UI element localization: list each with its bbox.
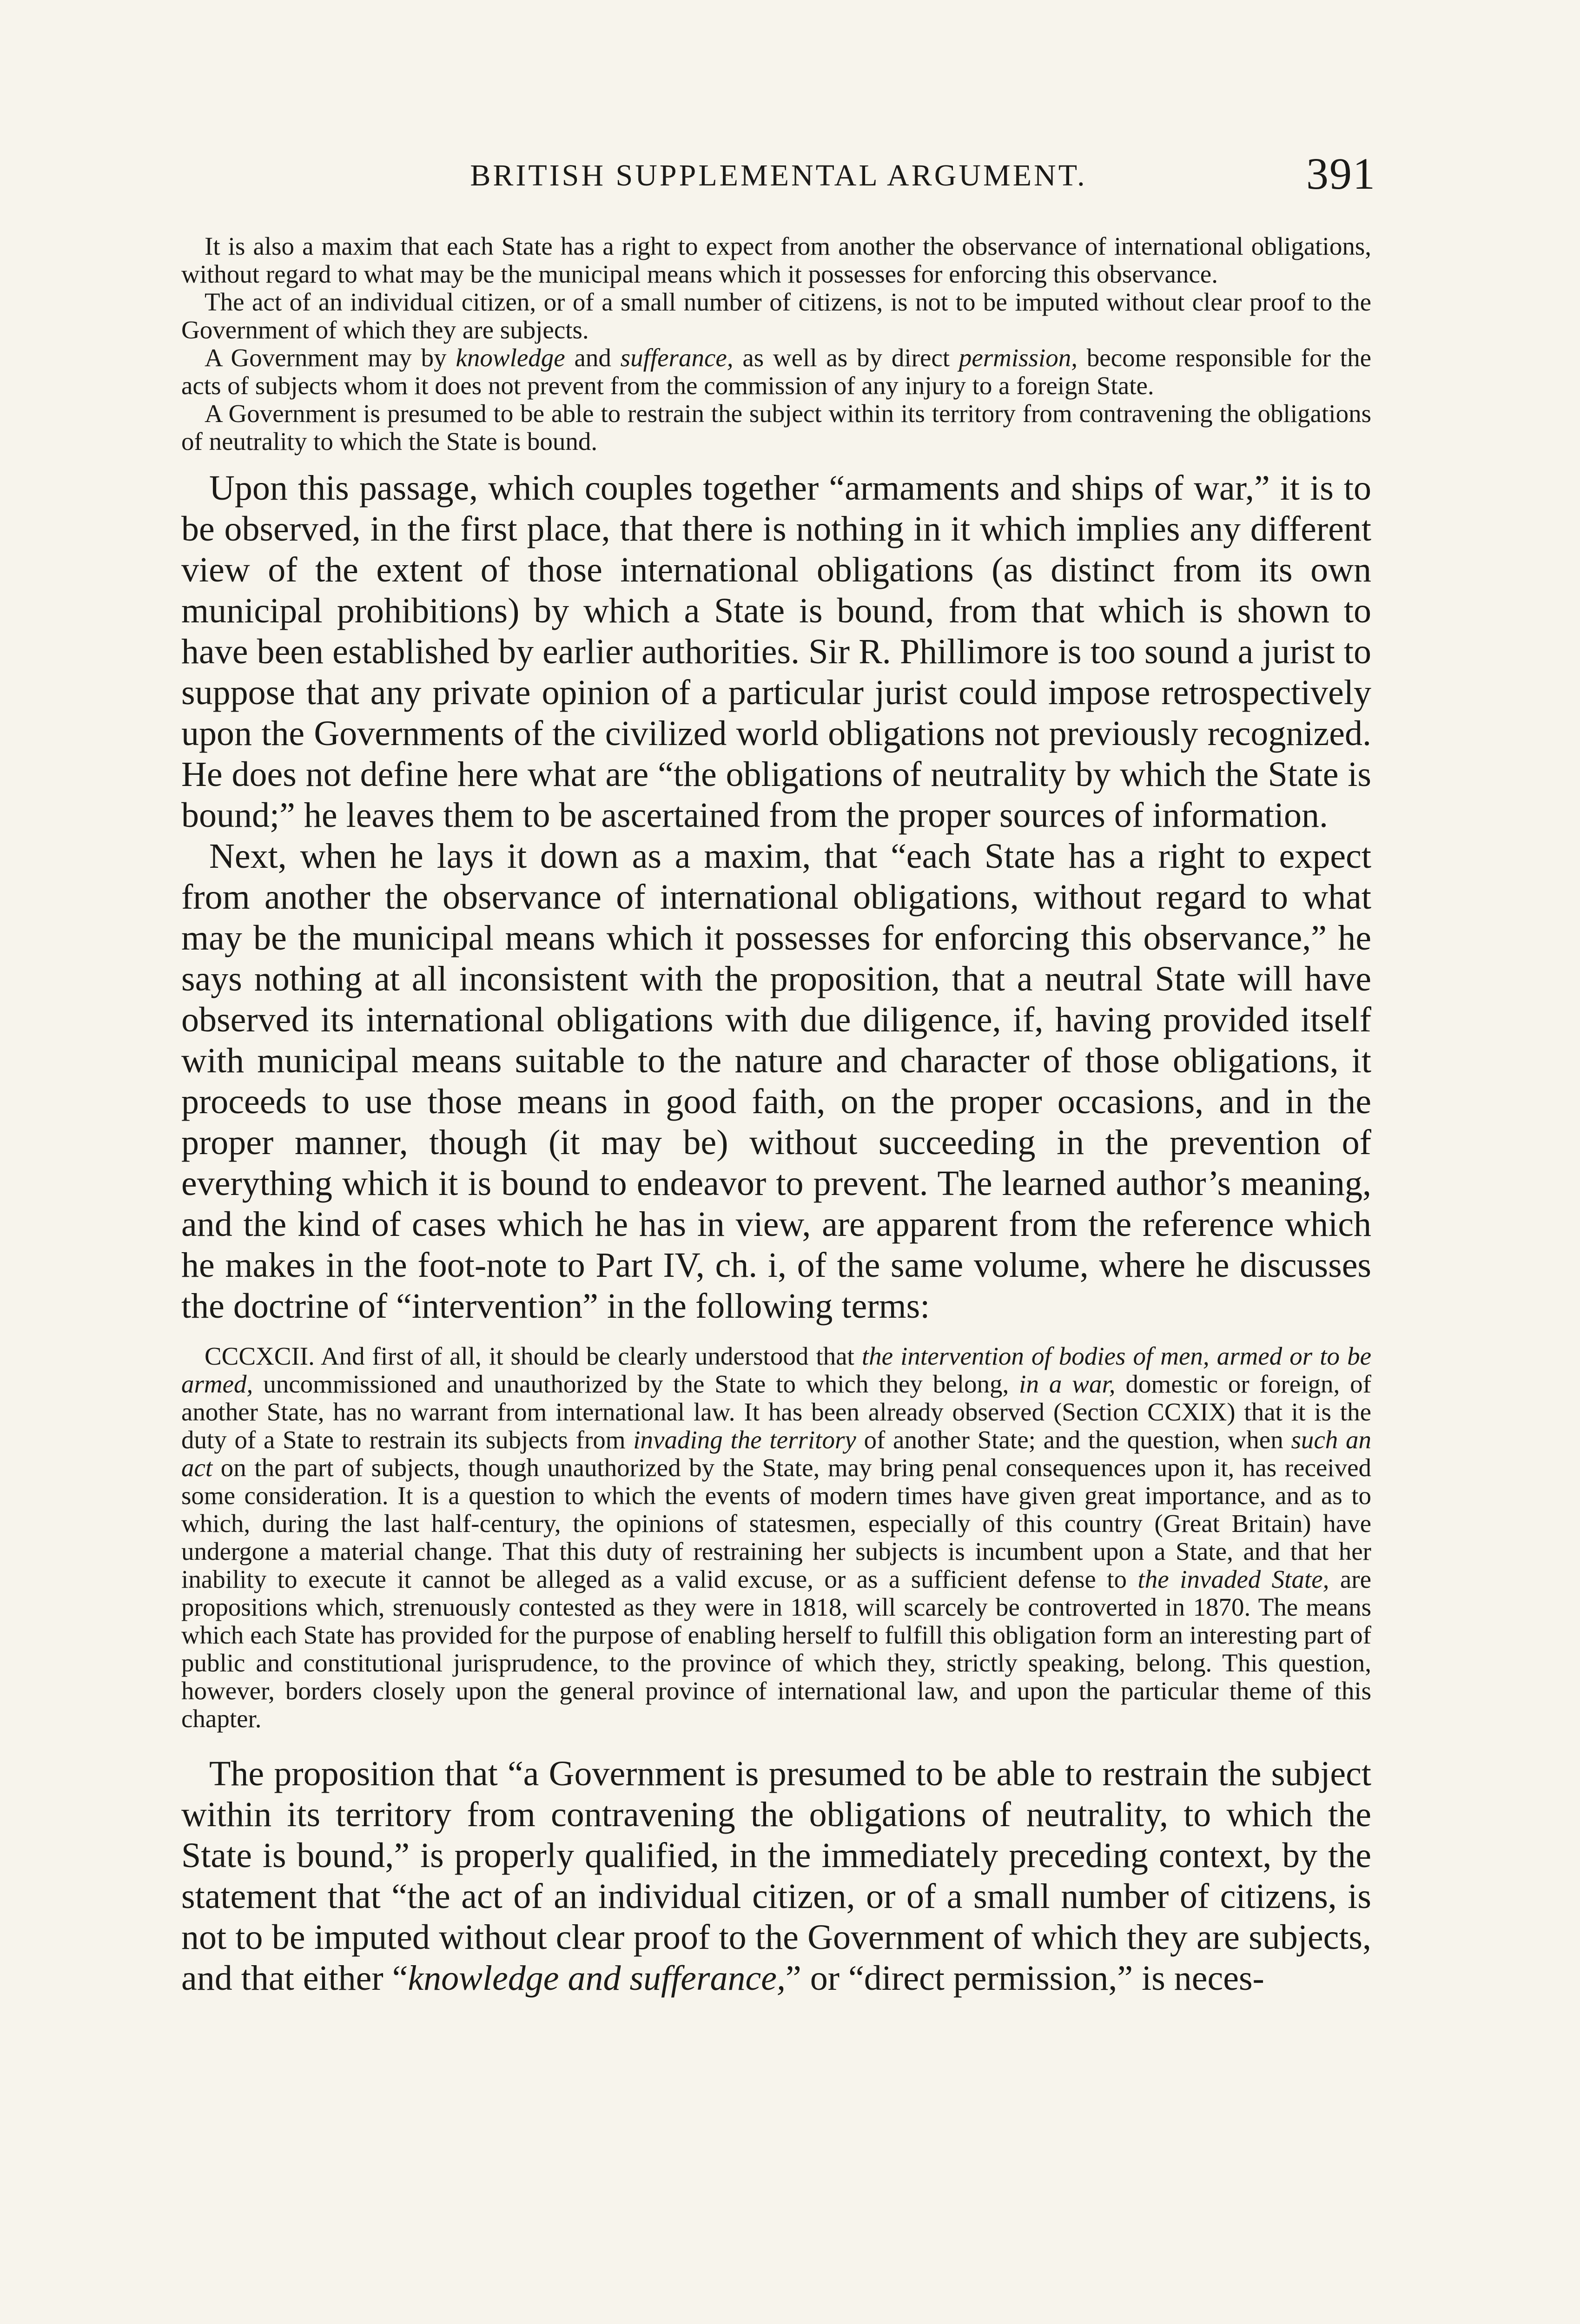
italic-text: knowledge xyxy=(456,343,565,372)
running-title: BRITISH SUPPLEMENTAL ARGUMENT. xyxy=(470,158,1087,192)
quoted-maxims xyxy=(181,232,1371,456)
maxim-paragraph: It is also a maxim that each State has a right to expect from another the observance of international obligations, without regard to what may be the municipal means which it possesses for enforcing this observance. xyxy=(181,232,1371,288)
italic-text: invading the territory xyxy=(633,1426,856,1454)
body-paragraph xyxy=(181,1753,1371,1999)
maxim-paragraph: A Government is presumed to be able to restrain the subject within its territory from contravening the obligations of neutrality to which the State is bound. xyxy=(181,399,1371,456)
text-run: The proposition that “a Government is presumed to be able to restrain the subject within its territory from contravening the obligations of neutrality, to which the State is bound,” is properly qualified, in the immediately preceding context, by the statement that “the act of an individual citizen, or of a small number of citizens, is not to be imputed without clear proof to the Government of which they are subjects, and that either “ xyxy=(181,1754,1371,1998)
quotation-paragraph xyxy=(181,1342,1371,1733)
italic-text: the intervention of bodies of men, armed or to be armed, xyxy=(181,1342,1372,1398)
body-paragraph: Next, when he lays it down as a maxim, that “each State has a right to expect from another the observance of international obligations, without regard to what may be the municipal means which it possesses for enforcing this observance,” he says nothing at all inconsistent with the proposition, that a neutral State will have observed its international obligations with due diligence, if, having provided itself with municipal means suitable to the nature and character of those obligations, it proceeds to use those means in good faith, on the proper occasions, and in the proper manner, though (it may be) without succeeding in the prevention of everything which it is bound to endeavor to prevent. The learned author’s meaning, and the kind of cases which he has in view, are apparent from the reference which he makes in the foot-note to Part IV, ch. i, of the same volume, where he discusses the doctrine of “intervention” in the following terms: xyxy=(181,837,1371,1326)
italic-text: in a war, xyxy=(1019,1370,1116,1398)
page-header xyxy=(181,148,1376,199)
text-run: of another State; and the question, when xyxy=(856,1426,1291,1454)
italic-text: permission, xyxy=(959,343,1078,372)
text-run: domestic or foreign, of another State, has no warrant from international law. It has been already observed (Section CCXIX) that it is the duty of a State to restrain its subjects from xyxy=(181,1370,1371,1454)
page-number: 391 xyxy=(1306,149,1376,198)
closing-text xyxy=(181,1753,1371,1999)
text-run: are propositions which, strenuously contested as they were in 1818, will scarcely be controverted in 1870. The means which each State has provided for the purpose of enabling herself to fulfill this obligation form an interesting part of public and constitutional jurisprudence, to the province of which they, strictly speaking, belong. This question, however, borders closely upon the general province of international law, and upon the particular theme of this chapter. xyxy=(181,1565,1371,1733)
body-paragraph: Upon this passage, which couples together “armaments and ships of war,” it is to be observed, in the first place, that there is nothing in it which implies any different view of the extent of those international obligations (as distinct from its own municipal prohibitions) by which a State is bound, from that which is shown to have been established by earlier authorities. Sir R. Phillimore is too sound a jurist to suppose that any private opinion of a particular jurist could impose retrospectively upon the Governments of the civilized world obligations not previously recognized. He does not define here what are “the obligations of neutrality by which the State is bound;” he leaves them to be ascertained from the proper sources of information. xyxy=(181,469,1371,835)
text-run: as well as by direct xyxy=(733,343,959,372)
italic-text: knowledge and sufferance, xyxy=(408,1959,786,1998)
body-text xyxy=(181,468,1371,1327)
text-run: become responsible for the acts of subjects whom it does not prevent from the commission of any injury to a foreign State. xyxy=(181,343,1371,400)
text-run: CCCXCII. And first of all, it should be clearly understood that xyxy=(205,1342,862,1370)
block-quotation xyxy=(181,1342,1371,1733)
maxim-paragraph xyxy=(181,344,1371,400)
text-run: on the part of subjects, though unauthorized by the State, may bring penal consequences upon it, has received some consideration. It is a question to which the events of modern times have given great importance, and as to which, during the last half-century, the opinions of statesmen, especially of this country (Great Britain) have undergone a material change. That this duty of restraining her subjects is incumbent upon a State, and that her inability to execute it cannot be alleged as a valid excuse, or as a sufficient defense to xyxy=(181,1453,1371,1593)
page-content xyxy=(181,232,1371,1999)
italic-text: such an act xyxy=(181,1426,1371,1482)
text-run: uncommissioned and unauthorized by the State to which they belong, xyxy=(253,1370,1019,1398)
text-run: A Government may by xyxy=(205,343,456,372)
text-run: ” or “direct permission,” is neces- xyxy=(786,1959,1264,1998)
italic-text: sufferance, xyxy=(620,343,734,372)
italic-text: the invaded State, xyxy=(1137,1565,1329,1593)
maxim-paragraph: The act of an individual citizen, or of a small number of citizens, is not to be imputed without clear proof to the Government of which they are subjects. xyxy=(181,288,1371,344)
text-run: and xyxy=(565,343,621,372)
